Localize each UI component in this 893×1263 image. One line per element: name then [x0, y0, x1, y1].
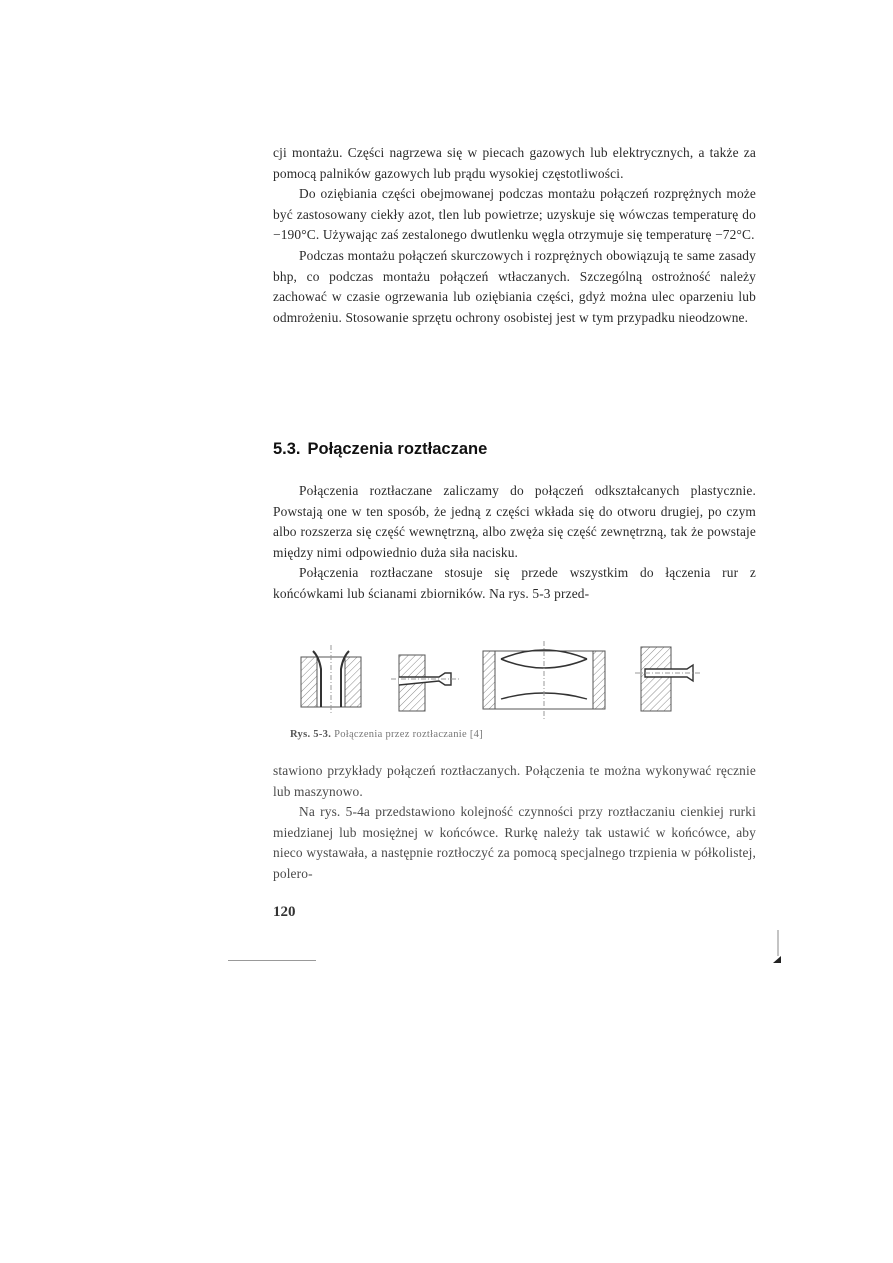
scan-edge-line [228, 960, 316, 961]
joint-drawing-3 [483, 641, 605, 721]
section-heading [273, 440, 487, 459]
figure-caption [290, 729, 483, 740]
figure-label: Rys. 5-3. [290, 729, 332, 740]
text-block-middle [273, 481, 756, 605]
paragraph: stawiono przykłady połączeń roztłaczanych. Połączenia te można wykonywać ręcznie lub maszynowo. [273, 763, 756, 799]
section-number: 5.3. [273, 440, 301, 458]
text-block-bottom [273, 761, 756, 885]
section-title: Połączenia roztłaczane [307, 440, 488, 458]
paragraph: Połączenia roztłaczane zaliczamy do połączeń odkształcanych plastycznie. Powstają one w ten sposób, że jedną z części wkłada się do otworu drugiej, po czym albo rozszerza się część wewnętrzną, albo zwęża się część zewnętrzną, tak że powstaje między nimi odpowiednio duża siła nacisku. [273, 483, 756, 560]
figure-caption-text: Połączenia przez roztłaczanie [4] [334, 729, 483, 740]
paragraph: Połączenia roztłaczane stosuje się przede wszystkim do łączenia rur z końcówkami lub ścianami zbiorników. Na rys. 5-3 przed- [273, 565, 756, 601]
paragraph: Do oziębiania części obejmowanej podczas montażu połączeń rozprężnych może być zastosowany ciekły azot, tlen lub powietrze; uzyskuje się wówczas temperaturę do −190°C. Używając zaś zestalonego dwutlenku węgla otrzymuje się temperaturę −72°C. [273, 186, 756, 243]
text-block-top [273, 143, 756, 328]
joint-drawing-4 [635, 647, 701, 711]
page-number: 120 [273, 904, 296, 920]
joint-drawing-2 [391, 655, 461, 711]
paragraph: Podczas montażu połączeń skurczowych i rozprężnych obowiązują te same zasady bhp, co podczas montażu połączeń wtłaczanych. Szczególną ostrożność należy zachować w czasie ogrzewania lub oziębiania części, gdyż można ulec oparzeniu lub odmrożeniu. Stosowanie sprzętu ochrony osobistej jest w tym przypadku nieodzowne. [273, 247, 756, 325]
paragraph: Na rys. 5-4a przedstawiono kolejność czynności przy roztłaczaniu cienkiej rurki miedzianej lub mosiężnej w końcówce. Rurkę należy tak ustawić w końcówce, aby nieco wystawała, a następnie roztłoczyć za pomocą specjalnego trzpienia w półkolistej, polero- [273, 804, 756, 881]
figure-5-3-drawing [295, 641, 715, 721]
page-corner-mark [772, 930, 782, 964]
paragraph: cji montażu. Części nagrzewa się w piecach gazowych lub elektrycznych, a także za pomocą palników gazowych lub prądu wysokiej częstotliwości. [273, 145, 756, 181]
joint-drawing-1 [301, 645, 361, 715]
